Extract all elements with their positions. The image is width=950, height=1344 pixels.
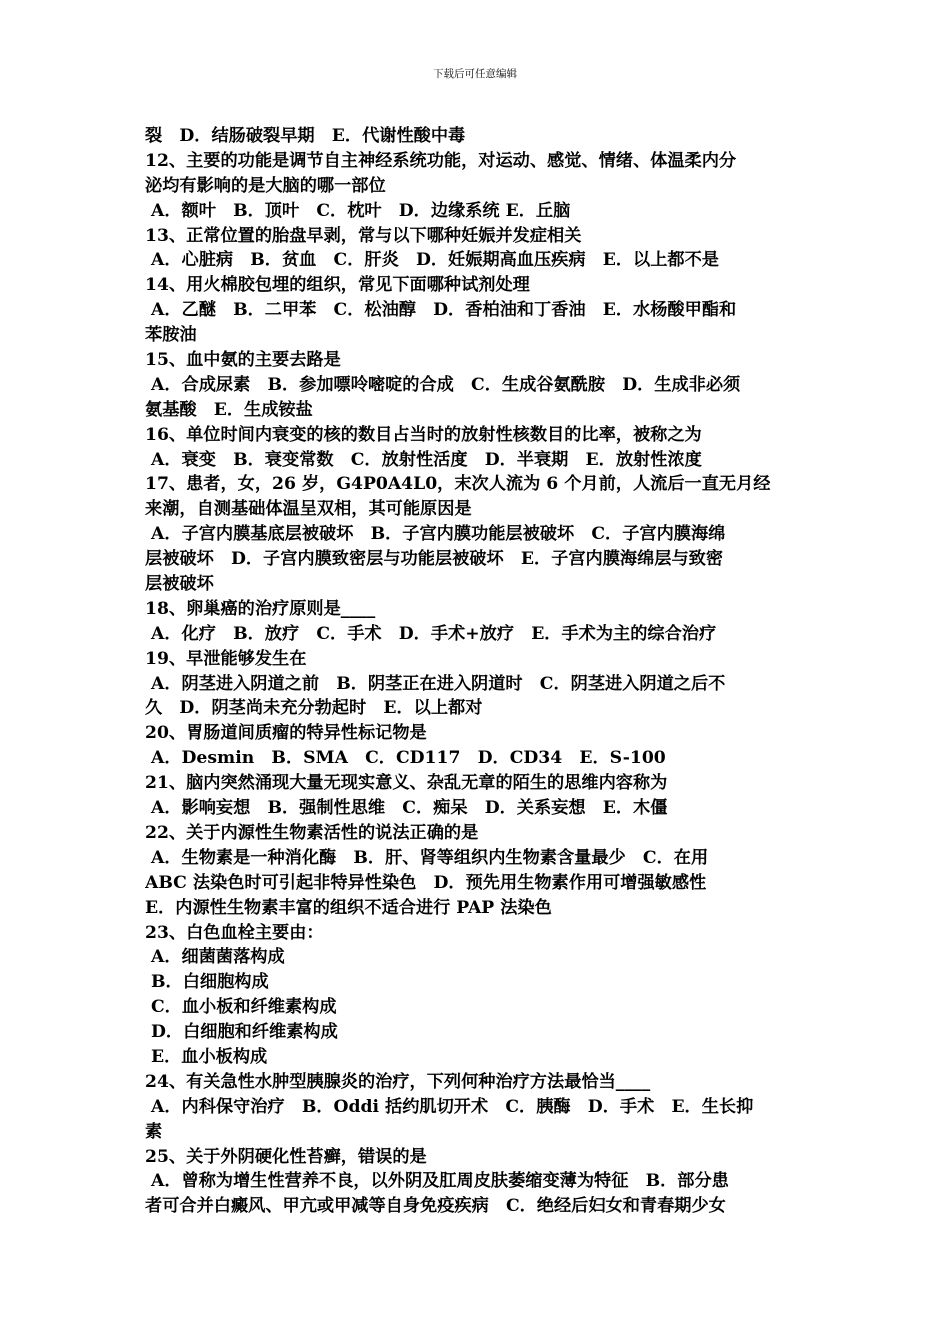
page-header: 下载后可任意编辑 [433, 68, 517, 80]
text-line: 久 D．阴茎尚未充分勃起时 E．以上都对 [145, 698, 483, 719]
text-line: A．内科保守治疗 B．Oddi 括约肌切开术 C．胰酶 D．手术 E．生长抑 [145, 1096, 754, 1117]
text-line: 17、患者，女，26 岁，G4P0A4L0，末次人流为 6 个月前，人流后一直无月经 [145, 474, 771, 495]
text-line: A．Desmin B．SMA C．CD117 D．CD34 E．S-100 [145, 748, 666, 769]
text-line: 素 [145, 1121, 163, 1142]
text-line: D．白细胞和纤维素构成 [145, 1022, 338, 1043]
text-line: 来潮，自测基础体温呈双相，其可能原因是 [145, 499, 472, 520]
text-line: A．阴茎进入阴道之前 B．阴茎正在进入阴道时 C．阴茎进入阴道之后不 [145, 673, 726, 694]
text-line: 18、卵巢癌的治疗原则是____ [145, 598, 376, 619]
text-line: A．心脏病 B．贫血 C．肝炎 D．妊娠期高血压疾病 E．以上都不是 [145, 250, 719, 271]
text-line: E．内源性生物素丰富的组织不适合进行 PAP 法染色 [145, 897, 552, 918]
text-line: 19、早泄能够发生在 [145, 648, 307, 669]
text-line: A．乙醚 B．二甲苯 C．松油醇 D．香柏油和丁香油 E．水杨酸甲酯和 [145, 300, 737, 321]
text-line: A．衰变 B．衰变常数 C．放射性活度 D．半衰期 E．放射性浓度 [145, 449, 702, 470]
text-line: 层被破坏 D．子宫内膜致密层与功能层被破坏 E．子宫内膜海绵层与致密 [145, 549, 724, 570]
text-line: 裂 D．结肠破裂早期 E．代谢性酸中毒 [145, 126, 466, 146]
text-line: 层被破坏 [145, 574, 214, 595]
text-line: 23、白色血栓主要由： [145, 922, 324, 943]
text-line: 者可合并白癜风、甲亢或甲减等自身免疫疾病 C．绝经后妇女和青春期少女 [145, 1196, 726, 1217]
text-line: 21、脑内突然涌现大量无现实意义、杂乱无章的陌生的思维内容称为 [145, 773, 668, 794]
text-line: A．曾称为增生性营养不良，以外阴及肛周皮肤萎缩变薄为特征 B．部分患 [145, 1171, 729, 1192]
text-line: 12、主要的功能是调节自主神经系统功能，对运动、感觉、情绪、体温柔内分 [145, 150, 737, 171]
text-line: B．白细胞构成 [145, 972, 269, 993]
document-body [145, 124, 809, 1219]
text-line: C．血小板和纤维素构成 [145, 997, 337, 1018]
text-line: ABC 法染色时可引起非特异性染色 D．预先用生物素作用可增强敏感性 [145, 872, 707, 893]
text-line: 24、有关急性水肿型胰腺炎的治疗，下列何种治疗方法最恰当____ [145, 1071, 651, 1092]
text-line: 14、用火棉胶包埋的组织，常见下面哪种试剂处理 [145, 275, 530, 296]
text-line: 泌均有影响的是大脑的哪一部位 [145, 175, 386, 196]
text-line: 氨基酸 E．生成铵盐 [145, 399, 313, 420]
text-line: A．化疗 B．放疗 C．手术 D．手术+放疗 E．手术为主的综合治疗 [145, 623, 717, 644]
text-line: A．生物素是一种消化酶 B．肝、肾等组织内生物素含量最少 C．在用 [145, 847, 709, 868]
text-line: 20、胃肠道间质瘤的特异性标记物是 [145, 723, 427, 744]
text-line: 苯胺油 [145, 325, 197, 346]
text-line: A．额叶 B．顶叶 C．枕叶 D．边缘系统 E．丘脑 [145, 200, 571, 221]
text-line: 16、单位时间内衰变的核的数目占当时的放射性核数目的比率，被称之为 [145, 424, 702, 445]
text-line: 22、关于内源性生物素活性的说法正确的是 [145, 822, 479, 843]
text-line: A．合成尿素 B．参加嘌呤嘧啶的合成 C．生成谷氨酰胺 D．生成非必须 [145, 374, 741, 395]
text-line: A．子宫内膜基底层被破坏 B．子宫内膜功能层被破坏 C．子宫内膜海绵 [145, 524, 726, 545]
text-line: A．细菌菌落构成 [145, 947, 285, 968]
text-line: 13、正常位置的胎盘早剥，常与以下哪种妊娠并发症相关 [145, 225, 582, 246]
text-line: E．血小板构成 [145, 1046, 268, 1067]
text-line: 25、关于外阴硬化性苔癣，错误的是 [145, 1146, 427, 1167]
text-line: A．影响妄想 B．强制性思维 C．痴呆 D．关系妄想 E．木僵 [145, 798, 668, 819]
text-line: 15、血中氨的主要去路是 [145, 350, 341, 371]
